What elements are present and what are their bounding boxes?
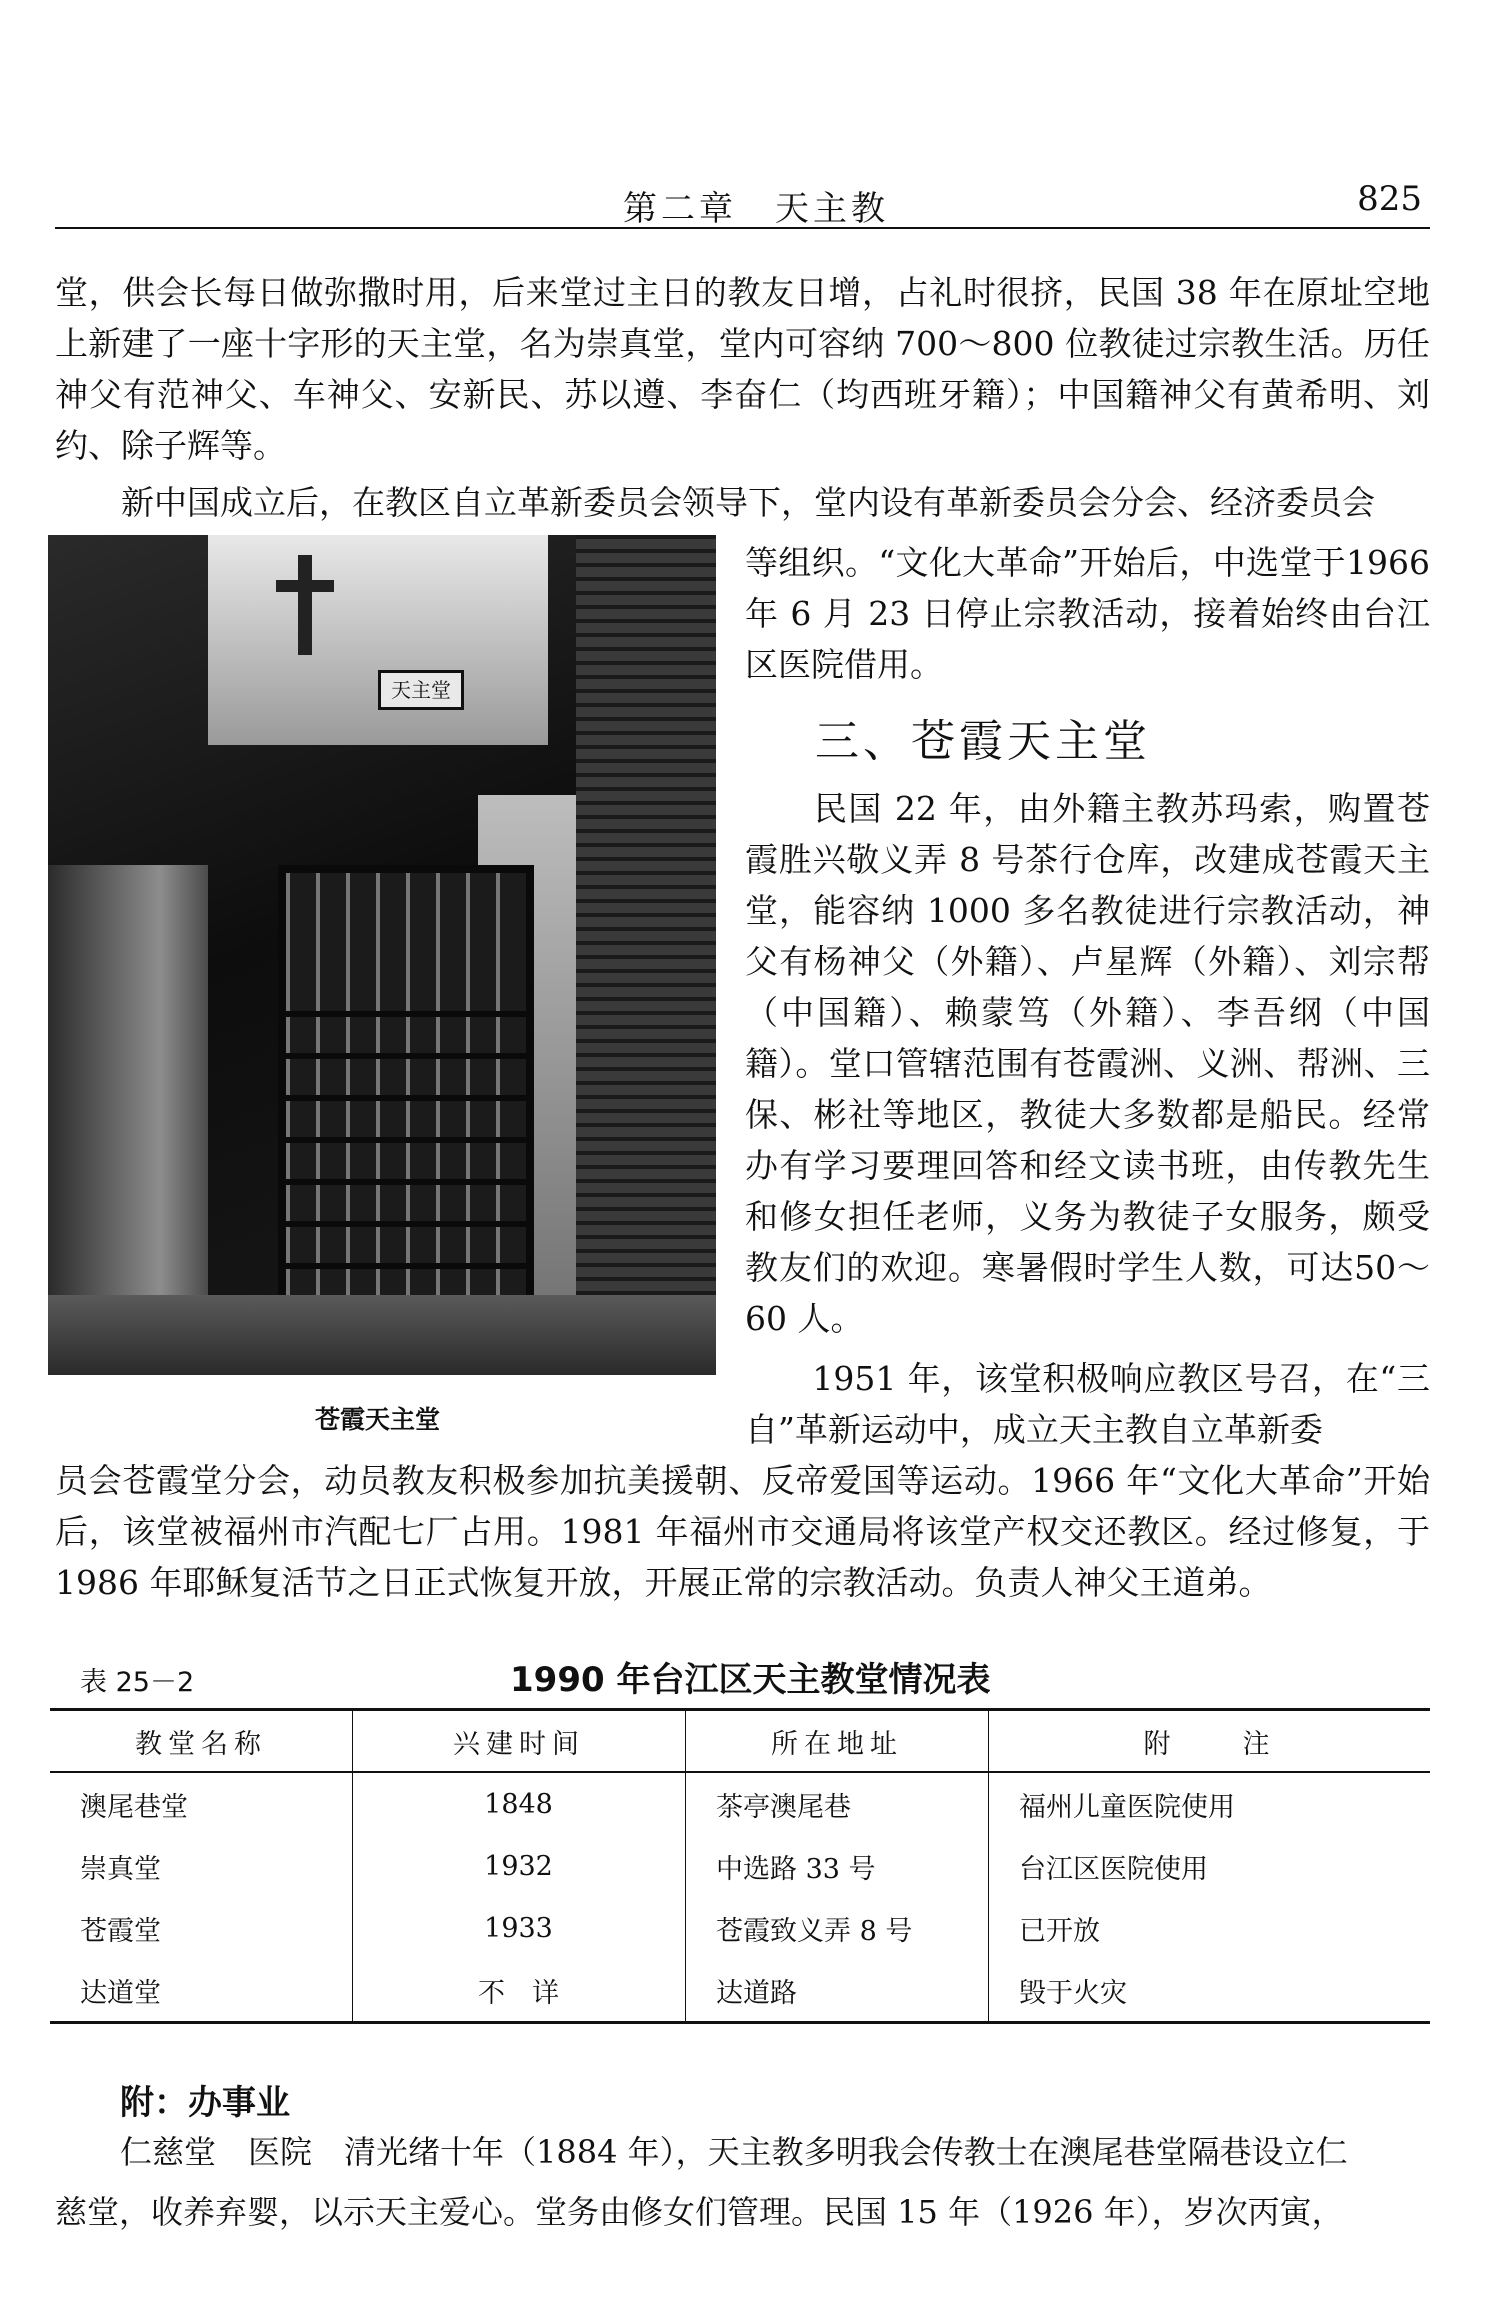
cross-bar	[276, 580, 334, 592]
table-cell: 台江区医院使用	[989, 1835, 1431, 1897]
photo-caption: 苍霞天主堂	[315, 1405, 441, 1434]
table-header-cell: 所在地址	[686, 1710, 989, 1773]
paragraph-3: 等组织。“文化大革命”开始后，中选堂于1966 年 6 月 23 日停止宗教活动，接着始终由台江区医院借用。	[745, 543, 1430, 684]
paragraph-5: 1951 年，该堂积极响应教区号召，在“三自”革新运动中，成立天主教自立革新委	[745, 1359, 1430, 1449]
table-cell: 不 详	[353, 1959, 686, 2023]
table-cell: 崇真堂	[80, 1853, 161, 1885]
paragraph-8: 慈堂，收养弃婴，以示天主爱心。堂务由修女们管理。民国 15 年（1926 年），岁次丙寅，	[55, 2193, 1344, 2231]
table-cell: 澳尾巷堂	[80, 1791, 188, 1823]
photo-ground	[48, 1295, 716, 1375]
table-cell: 达道堂	[50, 1959, 353, 2023]
table-cell: 1848	[353, 1772, 686, 1835]
photo-brick-wall	[576, 535, 716, 1375]
table-cell: 苍霞堂	[80, 1915, 161, 1947]
church-photo	[48, 535, 716, 1375]
paragraph-6: 员会苍霞堂分会，动员教友积极参加抗美援朝、反帝爱国等运动。1966 年“文化大革命”开始后，该堂被福州市汽配七厂占用。1981 年福州市交通局将该堂产权交还教区。经过修复，于 1986 年耶稣复活节之日正式恢复开放，开展正常的宗教活动。负责人神父王道弟。	[55, 1461, 1430, 1602]
table-row	[50, 1959, 1430, 2023]
table-header-cell: 附 注	[989, 1710, 1431, 1773]
cross-icon	[298, 555, 312, 655]
table-row	[50, 1772, 1430, 1835]
table-number: 表 25－2	[80, 1667, 195, 1698]
section-heading: 三、苍霞天主堂	[815, 716, 1151, 767]
table-cell: 已开放	[989, 1897, 1431, 1959]
table-cell: 福州儿童医院使用	[989, 1772, 1431, 1835]
paragraph-4: 民国 22 年，由外籍主教苏玛索，购置苍霞胜兴敬义弄 8 号茶行仓库，改建成苍霞天主堂，能容纳 1000 多名教徒进行宗教活动，神父有杨神父（外籍）、卢星辉（外籍）、刘宗帮（中国籍）、赖蒙笃（外籍）、李吾纲（中国籍）。堂口管辖范围有苍霞洲、义洲、帮洲、三保、彬社等地区，教徒大多数都是船民。经常办有学习要理回答和经文读书班，由传教先生和修女担任老师，义务为教徒子女服务，颇受教友们的欢迎。寒暑假时学生人数，可达50～60 人。	[745, 789, 1430, 1338]
table-cell: 达道路	[686, 1959, 989, 2023]
paragraph-2: 新中国成立后，在教区自立革新委员会领导下，堂内设有革新委员会分会、经济委员会	[55, 483, 1375, 522]
table-header-row	[50, 1710, 1430, 1773]
table-row	[50, 1897, 1430, 1959]
photo-gate-bars	[278, 985, 534, 1305]
table-row	[50, 1835, 1430, 1897]
appendix-heading: 附：办事业	[120, 2083, 290, 2123]
table-header-cell: 教堂名称	[50, 1710, 353, 1773]
table-cell: 中选路 33 号	[686, 1835, 989, 1897]
table-title: 1990 年台江区天主教堂情况表	[510, 1660, 991, 1700]
paragraph-1: 堂，供会长每日做弥撒时用，后来堂过主日的教友日增，占礼时很挤，民国 38 年在原址空地上新建了一座十字形的天主堂，名为崇真堂，堂内可容纳 700～800 位教徒过宗教生活。历任神父有范神父、车神父、安新民、苏以遵、李奋仁（均西班牙籍）；中国籍神父有黄希明、刘约、除子辉等。	[55, 273, 1430, 465]
page-number: 825	[1357, 179, 1422, 219]
table-cell: 毁于火灾	[989, 1959, 1431, 2023]
table-cell: 苍霞致义弄 8 号	[686, 1897, 989, 1959]
church-sign: 天主堂	[378, 670, 464, 710]
table-header-cell: 兴建时间	[353, 1710, 686, 1773]
table-cell: 1932	[353, 1835, 686, 1897]
table-cell: 茶亭澳尾巷	[686, 1772, 989, 1835]
running-header	[55, 175, 1430, 229]
photo-sky	[208, 535, 548, 745]
chapter-title: 第二章 天主教	[623, 189, 889, 229]
church-table	[50, 1708, 1430, 2024]
table-cell: 1933	[353, 1897, 686, 1959]
paragraph-7: 仁慈堂 医院 清光绪十年（1884 年），天主教多明我会传教士在澳尾巷堂隔巷设立仁	[120, 2133, 1348, 2171]
